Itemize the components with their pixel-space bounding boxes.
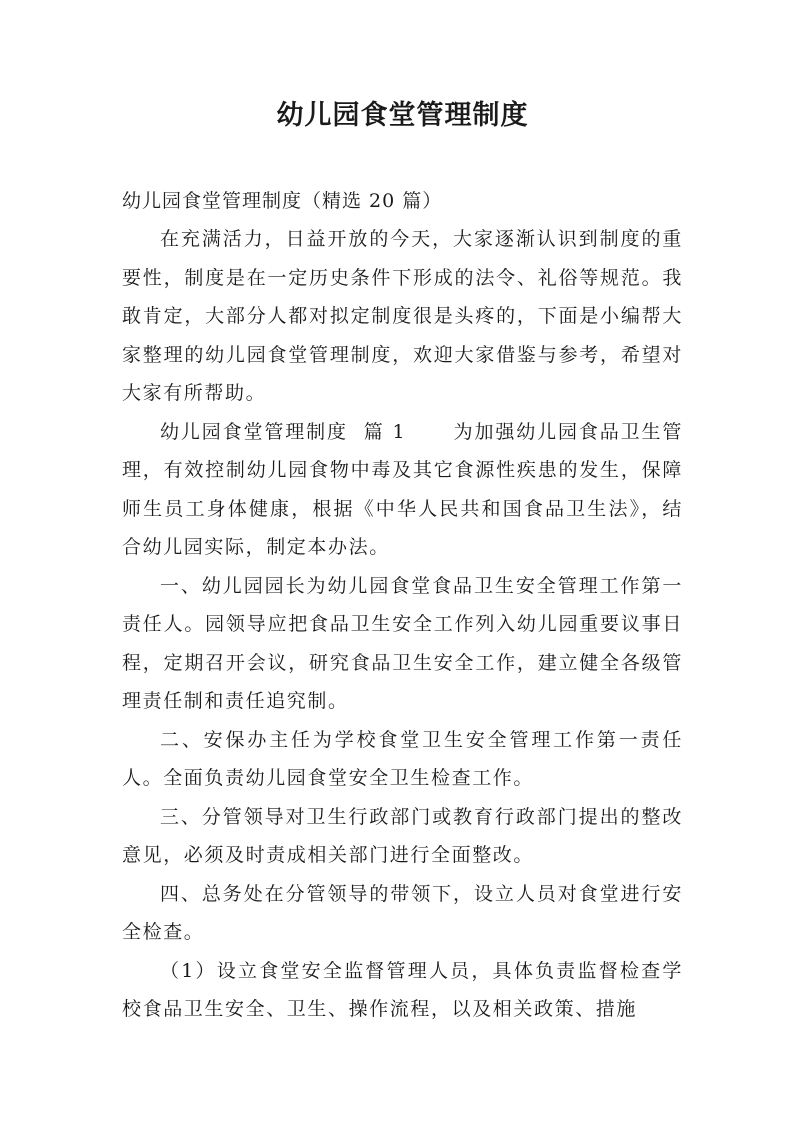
document-title: 幼儿园食堂管理制度 (276, 100, 529, 131)
paragraph-section-1: 一、幼儿园园长为幼儿园食堂食品卫生安全管理工作第一责任人。园领导应把食品卫生安全工作列入幼儿园重要议事日程，定期召开会议，研究食品卫生安全工作，建立健全各级管理责任制和责任追究制。 (122, 574, 683, 712)
paragraph-item-1: （1）设立食堂安全监督管理人员，具体负责监督检查学校食品卫生安全、卫生、操作流程，以及相关政策、措施 (122, 959, 683, 1020)
document-subtitle: 幼儿园食堂管理制度（精选 20 篇） (122, 190, 443, 212)
paragraph-section-2: 二、安保办主任为学校食堂卫生安全管理工作第一责任人。全面负责幼儿园食堂安全卫生检查工作。 (122, 728, 683, 789)
paragraph-section-3: 三、分管领导对卫生行政部门或教育行政部门提出的整改意见，必须及时责成相关部门进行全面整改。 (122, 805, 683, 866)
paragraph-section-4: 四、总务处在分管领导的带领下，设立人员对食堂进行安全检查。 (122, 882, 683, 943)
paragraph-intro: 在充满活力，日益开放的今天，大家逐渐认识到制度的重要性，制度是在一定历史条件下形成的法令、礼俗等规范。我敢肯定，大部分人都对拟定制度很是头疼的，下面是小编帮大家整理的幼儿园食堂管理制度，欢迎大家借鉴与参考，希望对大家有所帮助。 (122, 228, 683, 404)
paragraph-article-1: 幼儿园食堂管理制度 篇 1 为加强幼儿园食品卫生管理，有效控制幼儿园食物中毒及其它食源性疾患的发生，保障师生员工身体健康，根据《中华人民共和国食品卫生法》，结合幼儿园实际，制定本办法。 (122, 420, 683, 558)
